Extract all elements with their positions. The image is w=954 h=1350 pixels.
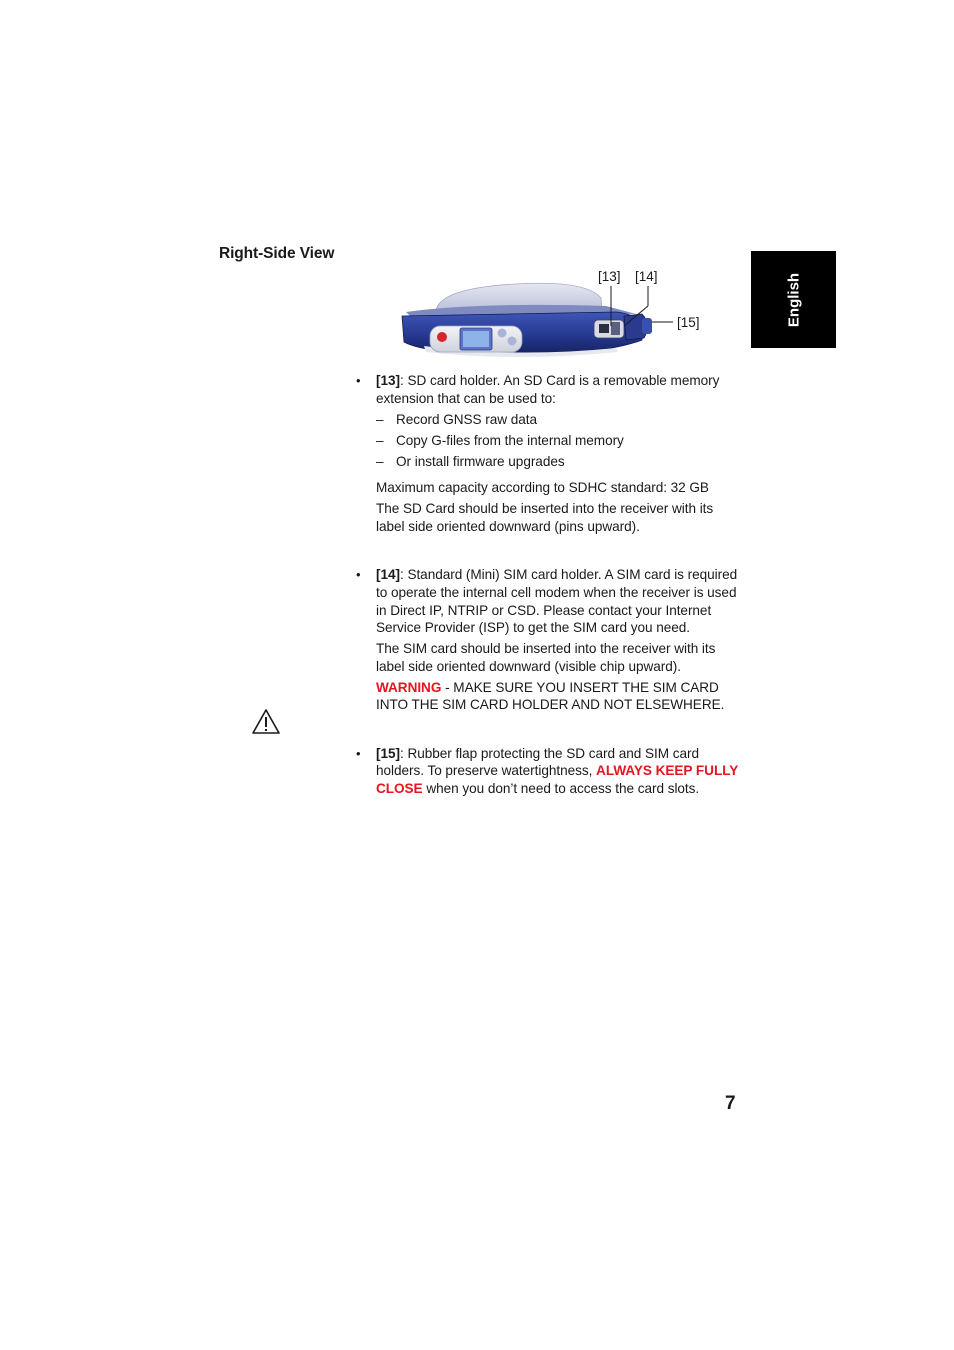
dash: – [376,411,384,427]
list-item-13 [356,372,738,535]
section-title: Right-Side View [219,245,335,262]
dash: – [376,453,384,469]
item-15-text-b: when you don’t need to access the card slots. [422,781,700,797]
item-15-text-a: : Rubber flap protecting the SD card and SIM card holders. To preserve watertightness, [376,745,700,779]
page-number: 7 [725,1093,736,1114]
receiver-illustration [396,262,716,362]
callout-15: [15] [677,315,700,330]
item-14-text: : Standard (Mini) SIM card holder. A SIM card is required to operate the internal cell modem when the receiver is used in Direct IP, NTRIP or CSD. Please contact your Internet Service Provider (ISP) to get the SIM card you need. [376,567,738,636]
language-tab [751,251,836,348]
list-item-15 [356,745,738,798]
item-13-text: : SD card holder. An SD Card is a removable memory extension that can be used to: [376,373,720,406]
ref-13: [13] [376,373,400,388]
warning-text: - MAKE SURE YOU INSERT THE SIM CARD INTO THE SIM CARD HOLDER AND NOT ELSEWHERE. [376,679,725,713]
sub-item [376,432,738,450]
ref-15: [15] [376,745,400,761]
language-tab-label: English [785,272,802,327]
sub-item-text: Copy G-files from the internal memory [396,432,624,448]
receiver-right-side-figure [396,262,716,362]
bullet: • [356,745,361,761]
list-item-14 [356,566,738,714]
dash: – [376,432,384,448]
warning-triangle-icon [251,708,281,736]
item-list [356,372,738,798]
bullet: • [356,373,361,388]
item-14-warning [376,679,738,714]
sub-item [376,411,738,429]
callout-13: [13] [598,269,621,284]
bullet: • [356,567,361,583]
sub-item-text: Record GNSS raw data [396,411,538,427]
item-15-emphasis: ALWAYS KEEP FULLY CLOSE [376,763,738,797]
sub-item [376,453,738,471]
item-14-orientation: The SIM card should be inserted into the receiver with its label side oriented downward (visible chip upward). [376,641,716,674]
sub-item-text: Or install firmware upgrades [396,453,565,469]
item-13-orientation: The SD Card should be inserted into the receiver with its label side oriented downward (pins upward). [376,501,714,534]
warning-label: WARNING [376,679,442,695]
callout-14: [14] [635,269,658,284]
item-13-capacity: Maximum capacity according to SDHC standard: 32 GB [376,480,709,496]
ref-14: [14] [376,567,400,583]
